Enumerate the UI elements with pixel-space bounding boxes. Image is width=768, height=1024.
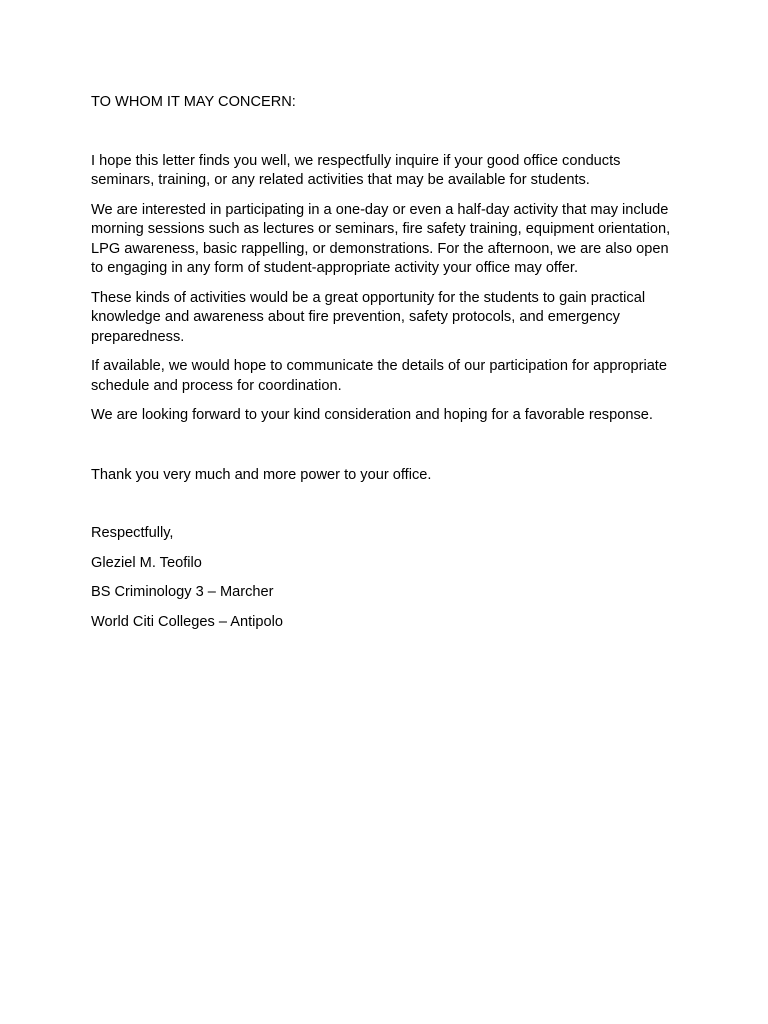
paragraph-interest: We are interested in participating in a one-day or even a half-day activity that may include morning sessions such as lectures or seminars, fire safety training, equipment orientation, LPG awareness, basic rappelling, or demonstrations. For the afternoon, we are also open to engaging in any form of student-appropriate activity your office may offer.: [91, 201, 671, 276]
signer-name: Gleziel M. Teofilo: [91, 554, 202, 571]
signer-school: World Citi Colleges – Antipolo: [91, 613, 283, 630]
signer-program: BS Criminology 3 – Marcher: [91, 584, 274, 600]
salutation: TO WHOM IT MAY CONCERN:: [91, 94, 296, 110]
paragraph-communication: If available, we would hope to communicate the details of our participation for appropriate schedule and process for coordination.: [91, 358, 667, 394]
closing-line: Respectfully,: [91, 525, 174, 541]
paragraph-closing-remark: We are looking forward to your kind consideration and hoping for a favorable response.: [91, 407, 653, 423]
letter-body: [91, 93, 681, 642]
thanks-line: Thank you very much and more power to your office.: [91, 466, 432, 483]
paragraph-opportunity: These kinds of activities would be a great opportunity for the students to gain practical knowledge and awareness about fire prevention, safety protocols, and emergency preparedness.: [91, 289, 646, 345]
paragraph-inquiry: I hope this letter finds you well, we respectfully inquire if your good office conducts seminars, training, or any related activities that may be available for students.: [91, 152, 621, 188]
